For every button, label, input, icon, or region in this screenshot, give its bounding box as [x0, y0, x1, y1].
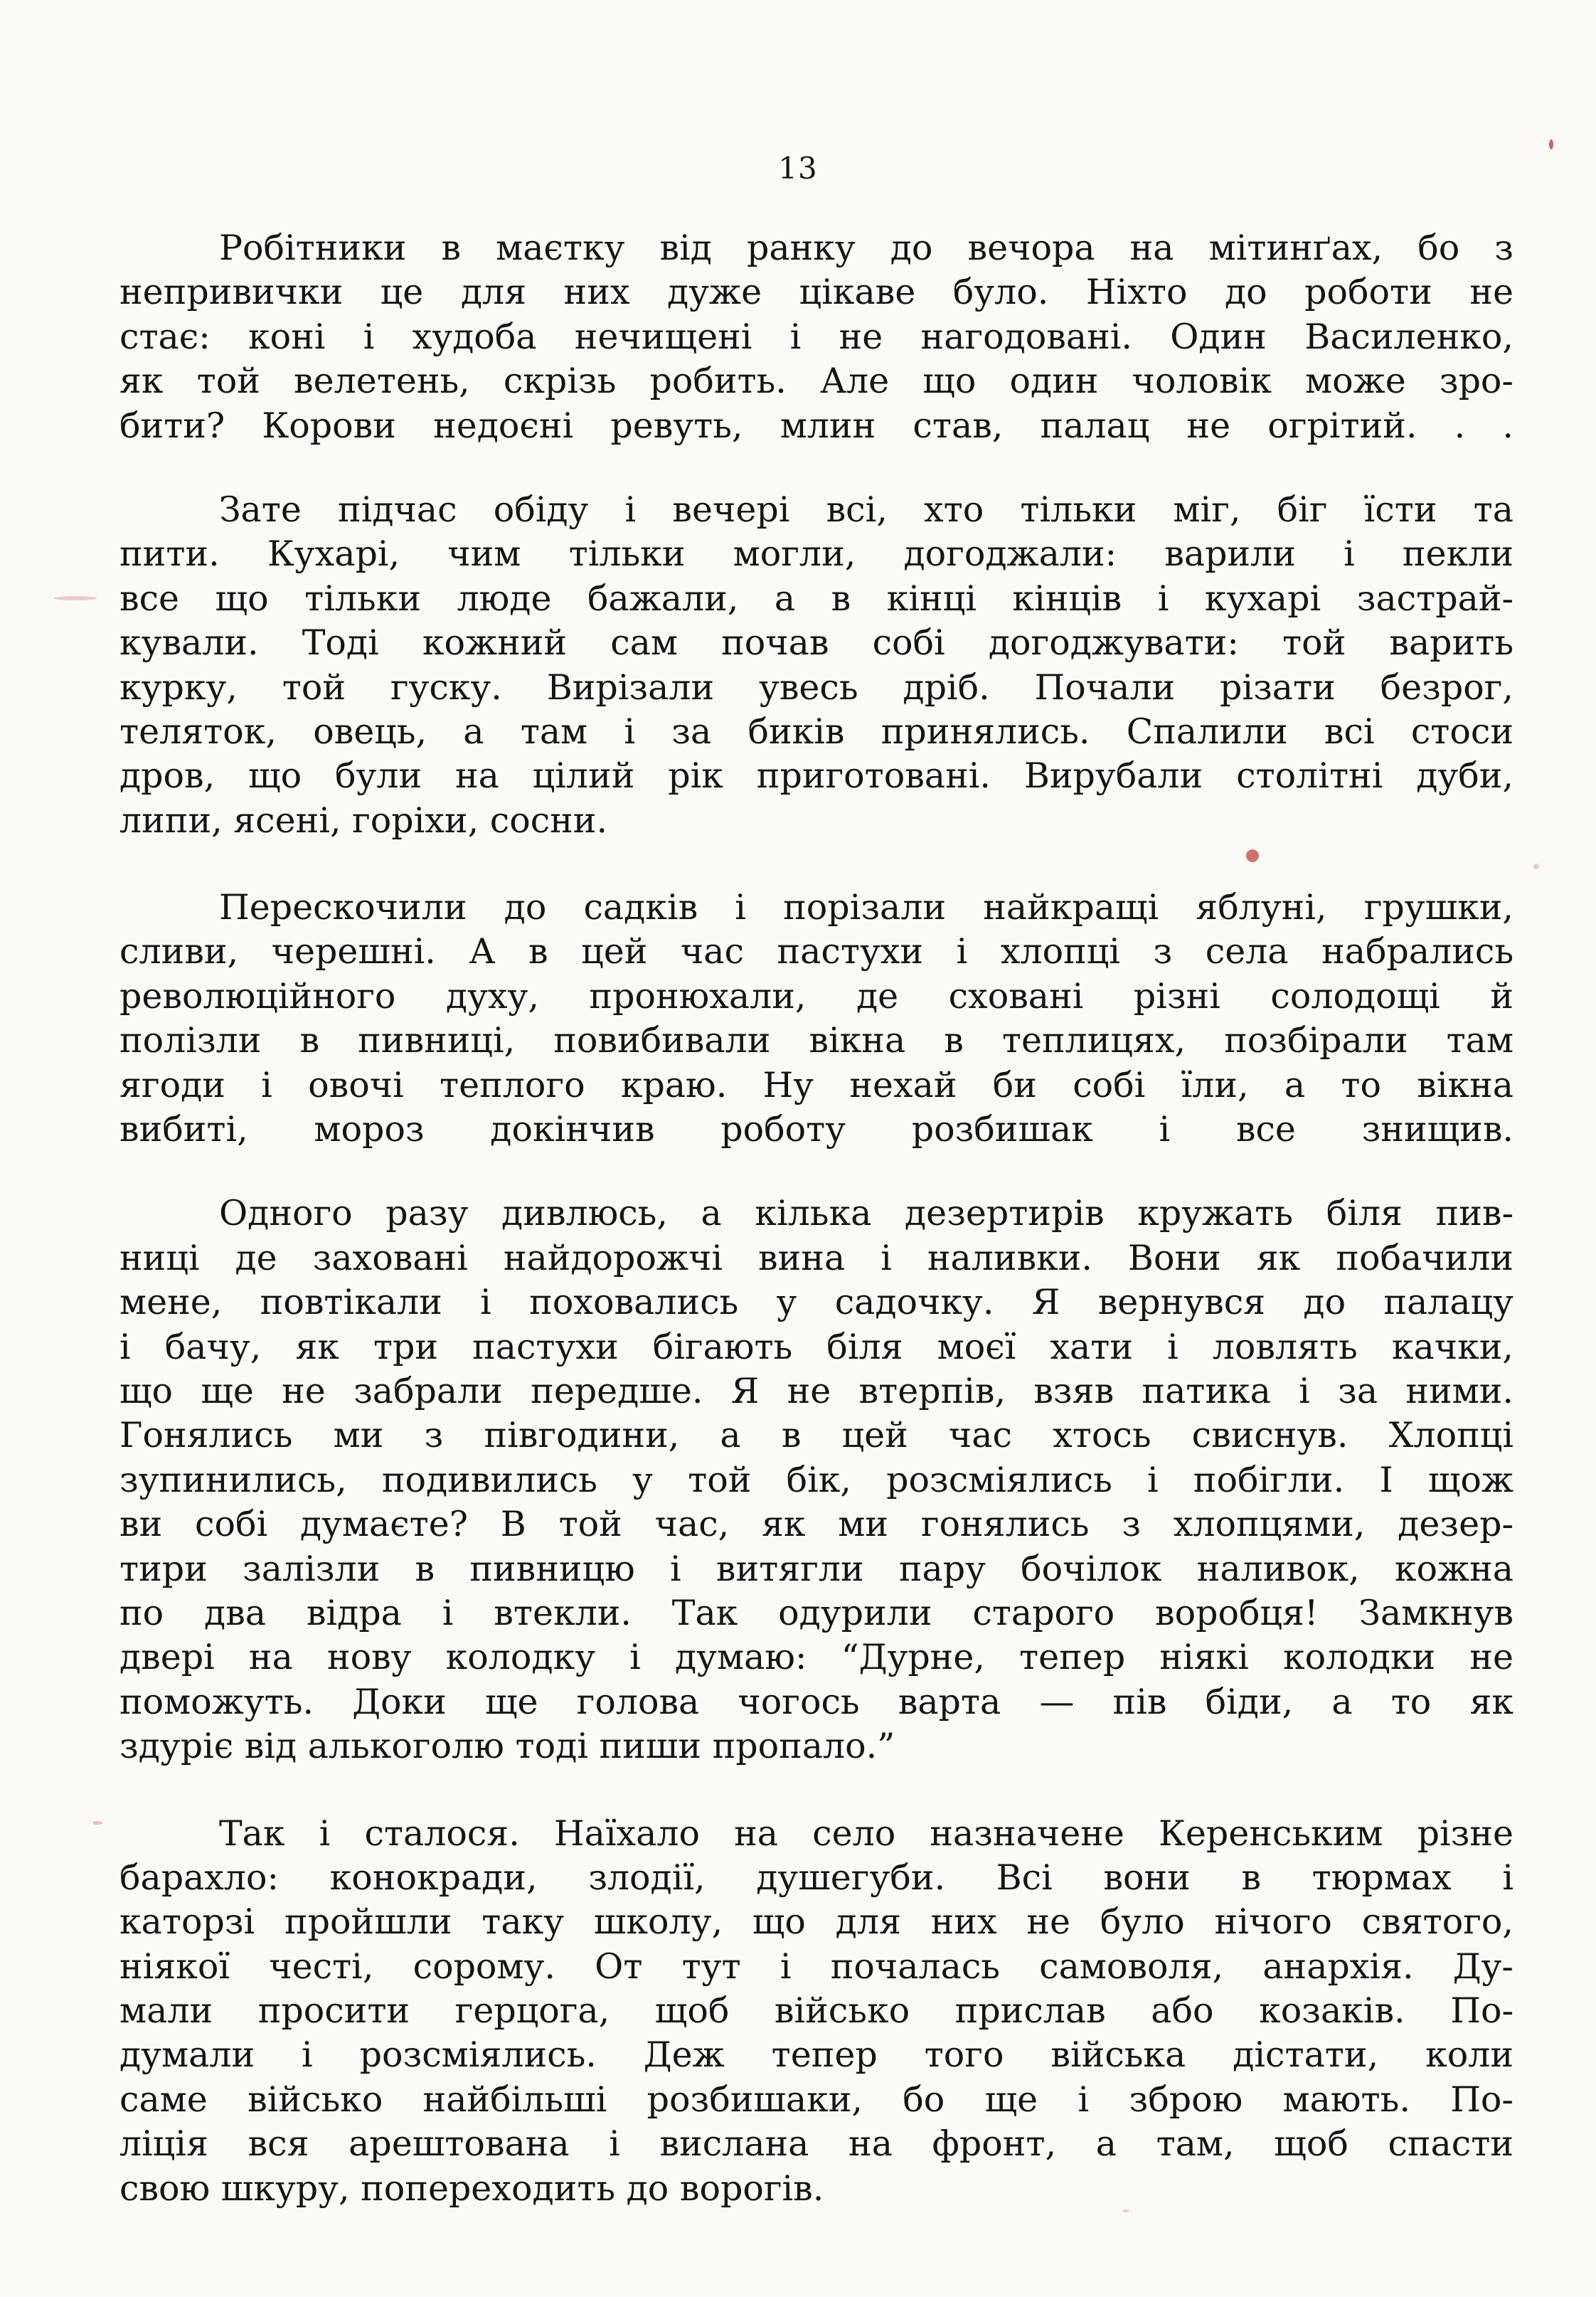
paragraph — [119, 1192, 1513, 1768]
text-line: двері на нову колодку і думаю: “Дурне, тепер ніякі колодки не — [119, 1637, 1513, 1678]
text-line: думали і розсміялись. Деж тепер того війська дістати, коли — [119, 2035, 1513, 2076]
paragraph — [119, 1812, 1513, 2212]
text-line: дров, що були на цілий рік приготовані. Вирубали столітні дуби, — [119, 755, 1513, 797]
text-line: теляток, овець, а там і за биків принялись. Спалили всі стоси — [119, 711, 1513, 752]
text-line: ягоди і овочі теплого краю. Ну нехай би собі їли, а то вікна — [119, 1064, 1513, 1105]
stain-mark — [1246, 849, 1259, 862]
text-line: Так і сталося. Наїхало на село назначене Керенським різне — [219, 1813, 1513, 1854]
stain-mark — [1533, 864, 1539, 869]
text-line: революційного духу, пронюхали, де сховані різні солодощі й — [119, 975, 1513, 1017]
text-line: пити. Кухарі, чим тільки могли, догоджали: варили і пекли — [119, 534, 1513, 575]
text-line: тири залізли в пивницю і витягли пару бочілок наливок, кожна — [119, 1548, 1513, 1589]
paragraph — [119, 226, 1513, 448]
text-line: ниці де заховані найдорожчі вина і наливки. Вони як побачили — [119, 1237, 1513, 1278]
text-line: липи, ясені, горіхи, сосни. — [119, 800, 608, 841]
paragraph — [119, 886, 1513, 1152]
text-line: кували. Тоді кожний сам почав собі догоджувати: той варить — [119, 622, 1513, 664]
text-line: непривички це для них дуже цікаве було. Ніхто до роботи не — [119, 272, 1513, 313]
text-line: мали просити герцога, щоб військо прислав або козаків. По- — [119, 1990, 1513, 2032]
text-line: полізли в пивниці, повибивали вікна в теплицях, позбірали там — [119, 1020, 1513, 1061]
stain-mark — [1549, 139, 1553, 149]
text-line: барахло: конокради, злодії, душегуби. Всі вони в тюрмах і — [119, 1857, 1513, 1898]
page-number: 13 — [778, 151, 818, 186]
text-line: що ще не забрали передше. Я не втерпів, взяв патика і за ними. — [119, 1370, 1513, 1411]
text-line: поможуть. Доки ще голова чогось варта — пів біди, а то як — [119, 1681, 1513, 1722]
text-line: ви собі думаєте? В той час, як ми гонялись з хлопцями, дезер- — [119, 1504, 1513, 1545]
text-line: здуріє від алькоголю тоді пиши пропало.” — [119, 1726, 895, 1767]
text-line: ніякої честі, сорому. От тут і почалась самоволя, анархія. Ду- — [119, 1946, 1513, 1987]
text-line: Перескочили до садків і порізали найкращі яблуні, грушки, — [219, 887, 1513, 928]
text-line: ліція вся арештована і вислана на фронт, а там, щоб спасти — [119, 2123, 1513, 2165]
text-line: свою шкуру, попереходить до ворогів. — [119, 2168, 824, 2209]
text-line: Зате підчас обіду і вечері всі, хто тільки міг, біг їсти та — [219, 489, 1513, 530]
text-line: мене, повтікали і поховались у садочку. Я вернувся до палацу — [119, 1282, 1513, 1323]
text-line: сливи, черешні. А в цей час пастухи і хлопці з села набрались — [119, 931, 1513, 972]
paragraph — [119, 488, 1513, 843]
text-line: по два відра і втекли. Так одурили старого воробця! Замкнув — [119, 1592, 1513, 1633]
text-line: зупинились, подивились у той бік, розсміялись і побігли. І щож — [119, 1459, 1513, 1500]
text-line: бити? Корови недоєні ревуть, млин став, палац не огрітий. . . — [119, 405, 1513, 446]
text-line: все що тільки люде бажали, а в кінці кінців і кухарі застрай- — [119, 578, 1513, 619]
text-line: вибиті, мороз докінчив роботу розбишак і все знищив. — [119, 1109, 1513, 1150]
text-line: саме військо найбільші розбишаки, бо ще і зброю мають. По- — [119, 2079, 1513, 2120]
text-line: курку, той гуску. Вирізали увесь дріб. Почали різати безрог, — [119, 667, 1513, 708]
stain-mark — [1122, 2210, 1129, 2212]
text-line: як той велетень, скрізь робить. Але що один чоловік може зро- — [119, 361, 1513, 402]
text-line: каторзі пройшли таку школу, що для них не було нічого святого, — [119, 1901, 1513, 1943]
text-body — [119, 226, 1513, 2211]
text-line: стає: коні і худоба нечищені і не нагодовані. Один Василенко, — [119, 316, 1513, 357]
text-line: і бачу, як три пастухи бігають біля моєї хати і ловлять качки, — [119, 1326, 1513, 1367]
stain-mark — [54, 596, 97, 600]
text-line: Робітники в маєтку від ранку до вечора на мітинґах, бо з — [219, 228, 1513, 268]
stain-mark — [92, 1821, 102, 1825]
text-line: Одного разу дивлюсь, а кілька дезертирів кружать біля пив- — [219, 1193, 1513, 1234]
text-line: Гонялись ми з півгодини, а в цей час хтось свиснув. Хлопці — [119, 1415, 1513, 1456]
